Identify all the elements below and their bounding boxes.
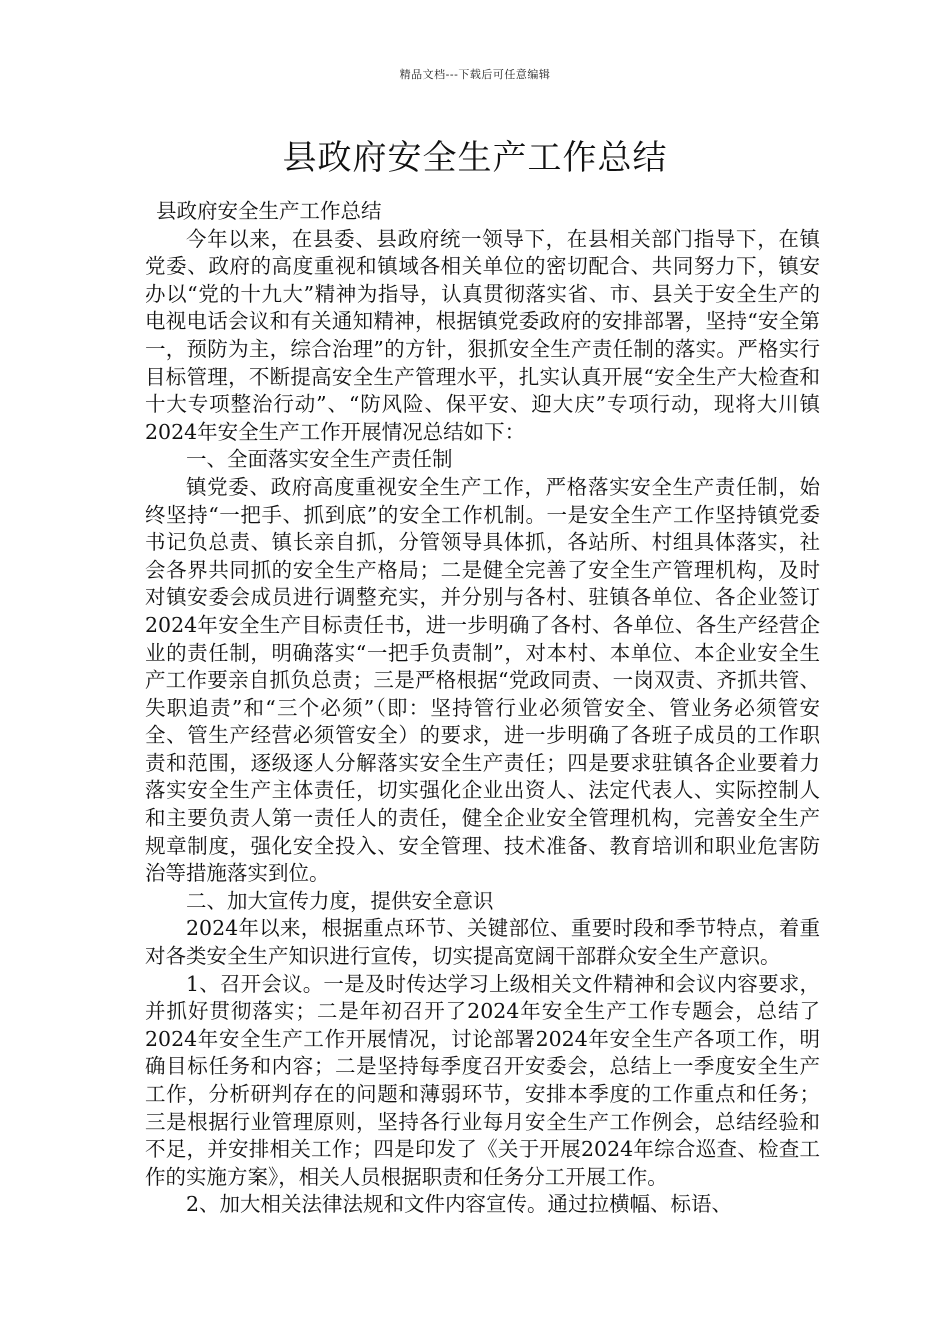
item-2-publicity-paragraph: 2、加大相关法律法规和文件内容宣传。通过拉横幅、标语、 [186,1192,733,1217]
document-title: 县政府安全生产工作总结 [282,138,668,178]
header-note: 精品文档---下载后可任意编辑 [399,68,551,81]
item-1-meetings-paragraph: 1、召开会议。一是及时传达学习上级相关文件精神和会议内容要求，并抓好贯彻落实；二是年初召开了2024年安全生产工作专题会，总结了2024年安全生产工作开展情况，讨论部署2024年安全生产各项工作，明确目标任务和内容；二是坚持每季度召开安委会，总结上一季度安全生产工作，分析研判存在的问题和薄弱环节，安排本季度的工作重点和任务；三是根据行业管理原则，坚持各行业每月安全生产工作例会，总结经验和不足，并安排相关工作；四是印发了《关于开展2024年综合巡查、检查工作的实施方案》，相关人员根据职责和任务分工开展工作。 [145,971,820,1189]
section-2-intro-paragraph: 2024年以来，根据重点环节、关键部位、重要时段和季节特点，着重对各类安全生产知识进行宣传，切实提高宽阔干部群众安全生产意识。 [145,916,820,969]
section-heading-2: 二、加大宣传力度，提供安全意识 [186,888,494,913]
intro-paragraph: 今年以来，在县委、县政府统一领导下，在县相关部门指导下，在镇党委、政府的高度重视和镇域各相关单位的密切配合、共同努力下，镇安办以“党的十九大”精神为指导，认真贯彻落实省、市、县关于安全生产的电视电话会议和有关通知精神，根据镇党委政府的安排部署，坚持“安全第一，预防为主，综合治理”的方针，狠抓安全生产责任制的落实。严格实行目标管理，不断提高安全生产管理水平，扎实认真开展“安全生产大检查和十大专项整治行动”、“防风险、保平安、迎大庆”专项行动，现将大川镇2024年安全生产工作开展情况总结如下： [145,226,820,444]
section-1-paragraph: 镇党委、政府高度重视安全生产工作，严格落实安全生产责任制，始终坚持“一把手、抓到底”的安全工作机制。一是安全生产工作坚持镇党委书记负总责、镇长亲自抓，分管领导具体抓，各站所、村组具体落实，社会各界共同抓的安全生产格局；二是健全完善了安全生产管理机构，及时对镇安委会成员进行调整充实，并分别与各村、驻镇各单位、各企业签订2024年安全生产目标责任书，进一步明确了各村、各单位、各生产经营企业的责任制，明确落实“一把手负责制”，对本村、本单位、本企业安全生产工作要亲自抓负总责；三是严格根据“党政同责、一岗双责、齐抓共管、失职追责”和“三个必须”（即：坚持管行业必须管安全、管业务必须管安全、管生产经营必须管安全）的要求，进一步明确了各班子成员的工作职责和范围，逐级逐人分解落实安全生产责任；四是要求驻镇各企业要着力落实安全生产主体责任，切实强化企业出资人、法定代表人、实际控制人和主要负责人第一责任人的责任，健全企业安全管理机构，完善安全生产规章制度，强化安全投入、安全管理、技术准备、教育培训和职业危害防治等措施落实到位。 [145,474,820,886]
document-body [145,198,820,1219]
document-subtitle: 县政府安全生产工作总结 [156,199,382,223]
section-heading-1: 一、全面落实安全生产责任制 [186,447,453,472]
